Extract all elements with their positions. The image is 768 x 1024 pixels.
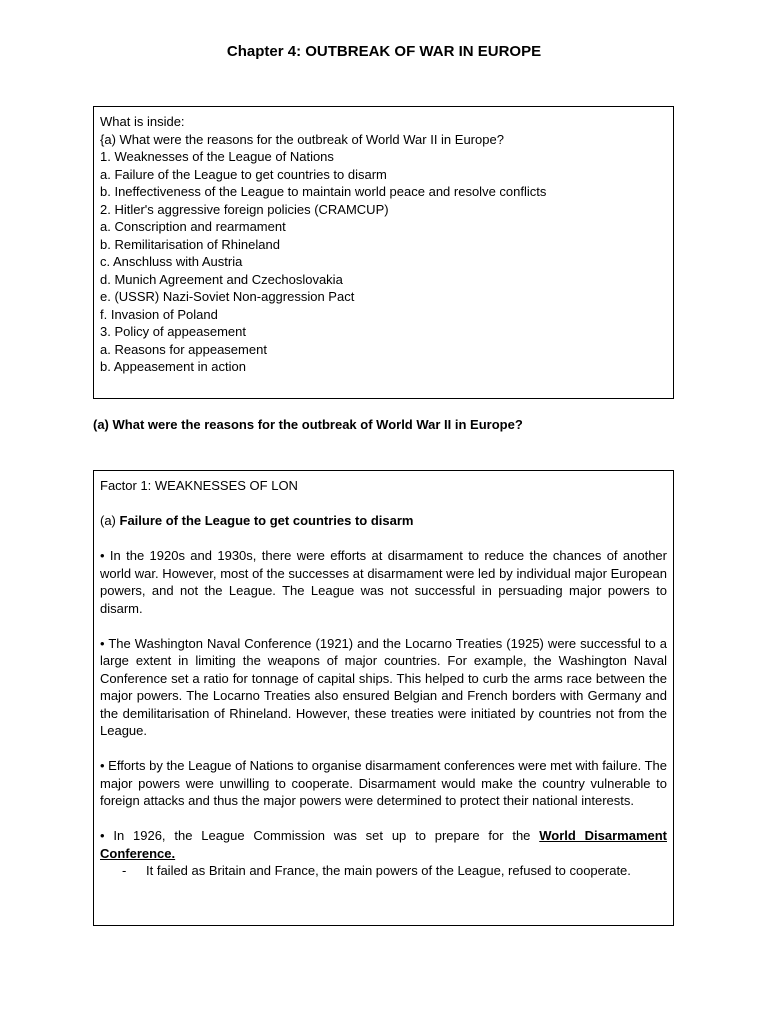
contents-item: b. Remilitarisation of Rhineland xyxy=(100,236,280,252)
contents-item: d. Munich Agreement and Czechoslovakia xyxy=(100,271,343,287)
subheading-text: Failure of the League to get countries to disarm xyxy=(119,513,414,528)
page-title: Chapter 4: OUTBREAK OF WAR IN EUROPE xyxy=(226,43,542,60)
bullet-paragraph: • Efforts by the League of Nations to organise disarmament conferences were met with failure. The major powers were unwilling to cooperate. Disarmament would make the country vulnerable to foreign attacks and thus the major powers were determined to protect their national interests. xyxy=(100,758,667,808)
bullet-paragraph xyxy=(100,827,667,862)
sub-list-text: It failed as Britain and France, the main powers of the League, refused to cooperate. xyxy=(146,863,631,878)
contents-item: c. Anschluss with Austria xyxy=(100,254,243,269)
contents-item: f. Invasion of Poland xyxy=(100,306,218,322)
bullet-paragraph: • In the 1920s and 1930s, there were efforts at disarmament to reduce the chances of another world war. However, most of the successes at disarmament were led by individual major European powers, and not the League. The League was not successful in persuading major powers to disarm. xyxy=(100,548,667,616)
contents-item: 3. Policy of appeasement xyxy=(100,324,246,339)
factor-title: Factor 1: WEAKNESSES OF LON xyxy=(100,478,298,493)
subheading-prefix: (a) xyxy=(100,513,120,528)
contents-item: 1. Weaknesses of the League of Nations xyxy=(100,149,334,164)
dash-marker: - xyxy=(122,863,127,878)
contents-item: 2. Hitler's aggressive foreign policies (CRAMCUP) xyxy=(100,201,389,217)
bullet-paragraph: • The Washington Naval Conference (1921) and the Locarno Treaties (1925) were successful to a large extent in limiting the weapons of major countries. For example, the Washington Naval Conference set a ratio for tonnage of capital ships. This helped to curb the arms race between the major powers. The Locarno Treaties also ensured Belgian and French borders with Germany and the demilitarisation of Rhineland. However, these treaties were initiated by countries not from the League. xyxy=(100,635,667,738)
contents-item: {a) What were the reasons for the outbreak of World War II in Europe? xyxy=(100,131,504,147)
sub-list xyxy=(100,862,667,880)
sub-list-item xyxy=(100,862,667,880)
contents-item: a. Conscription and rearmament xyxy=(100,219,286,234)
factor-box xyxy=(93,470,674,926)
contents-box xyxy=(93,106,674,399)
bullet-paragraph-text: • In 1926, the League Commission was set up to prepare for the xyxy=(100,828,540,843)
contents-item: a. Reasons for appeasement xyxy=(100,341,267,357)
contents-item: b. Appeasement in action xyxy=(100,359,246,374)
contents-item: a. Failure of the League to get countries to disarm xyxy=(100,166,387,182)
contents-item: e. (USSR) Nazi-Soviet Non-aggression Pact xyxy=(100,289,355,304)
section-heading: (a) What were the reasons for the outbreak of World War II in Europe? xyxy=(93,417,523,432)
contents-item: b. Ineffectiveness of the League to maintain world peace and resolve conflicts xyxy=(100,184,547,199)
factor-subheading xyxy=(100,512,667,530)
emphasized-term: World Disarmament Conference. xyxy=(100,828,667,861)
contents-heading: What is inside: xyxy=(100,114,185,129)
